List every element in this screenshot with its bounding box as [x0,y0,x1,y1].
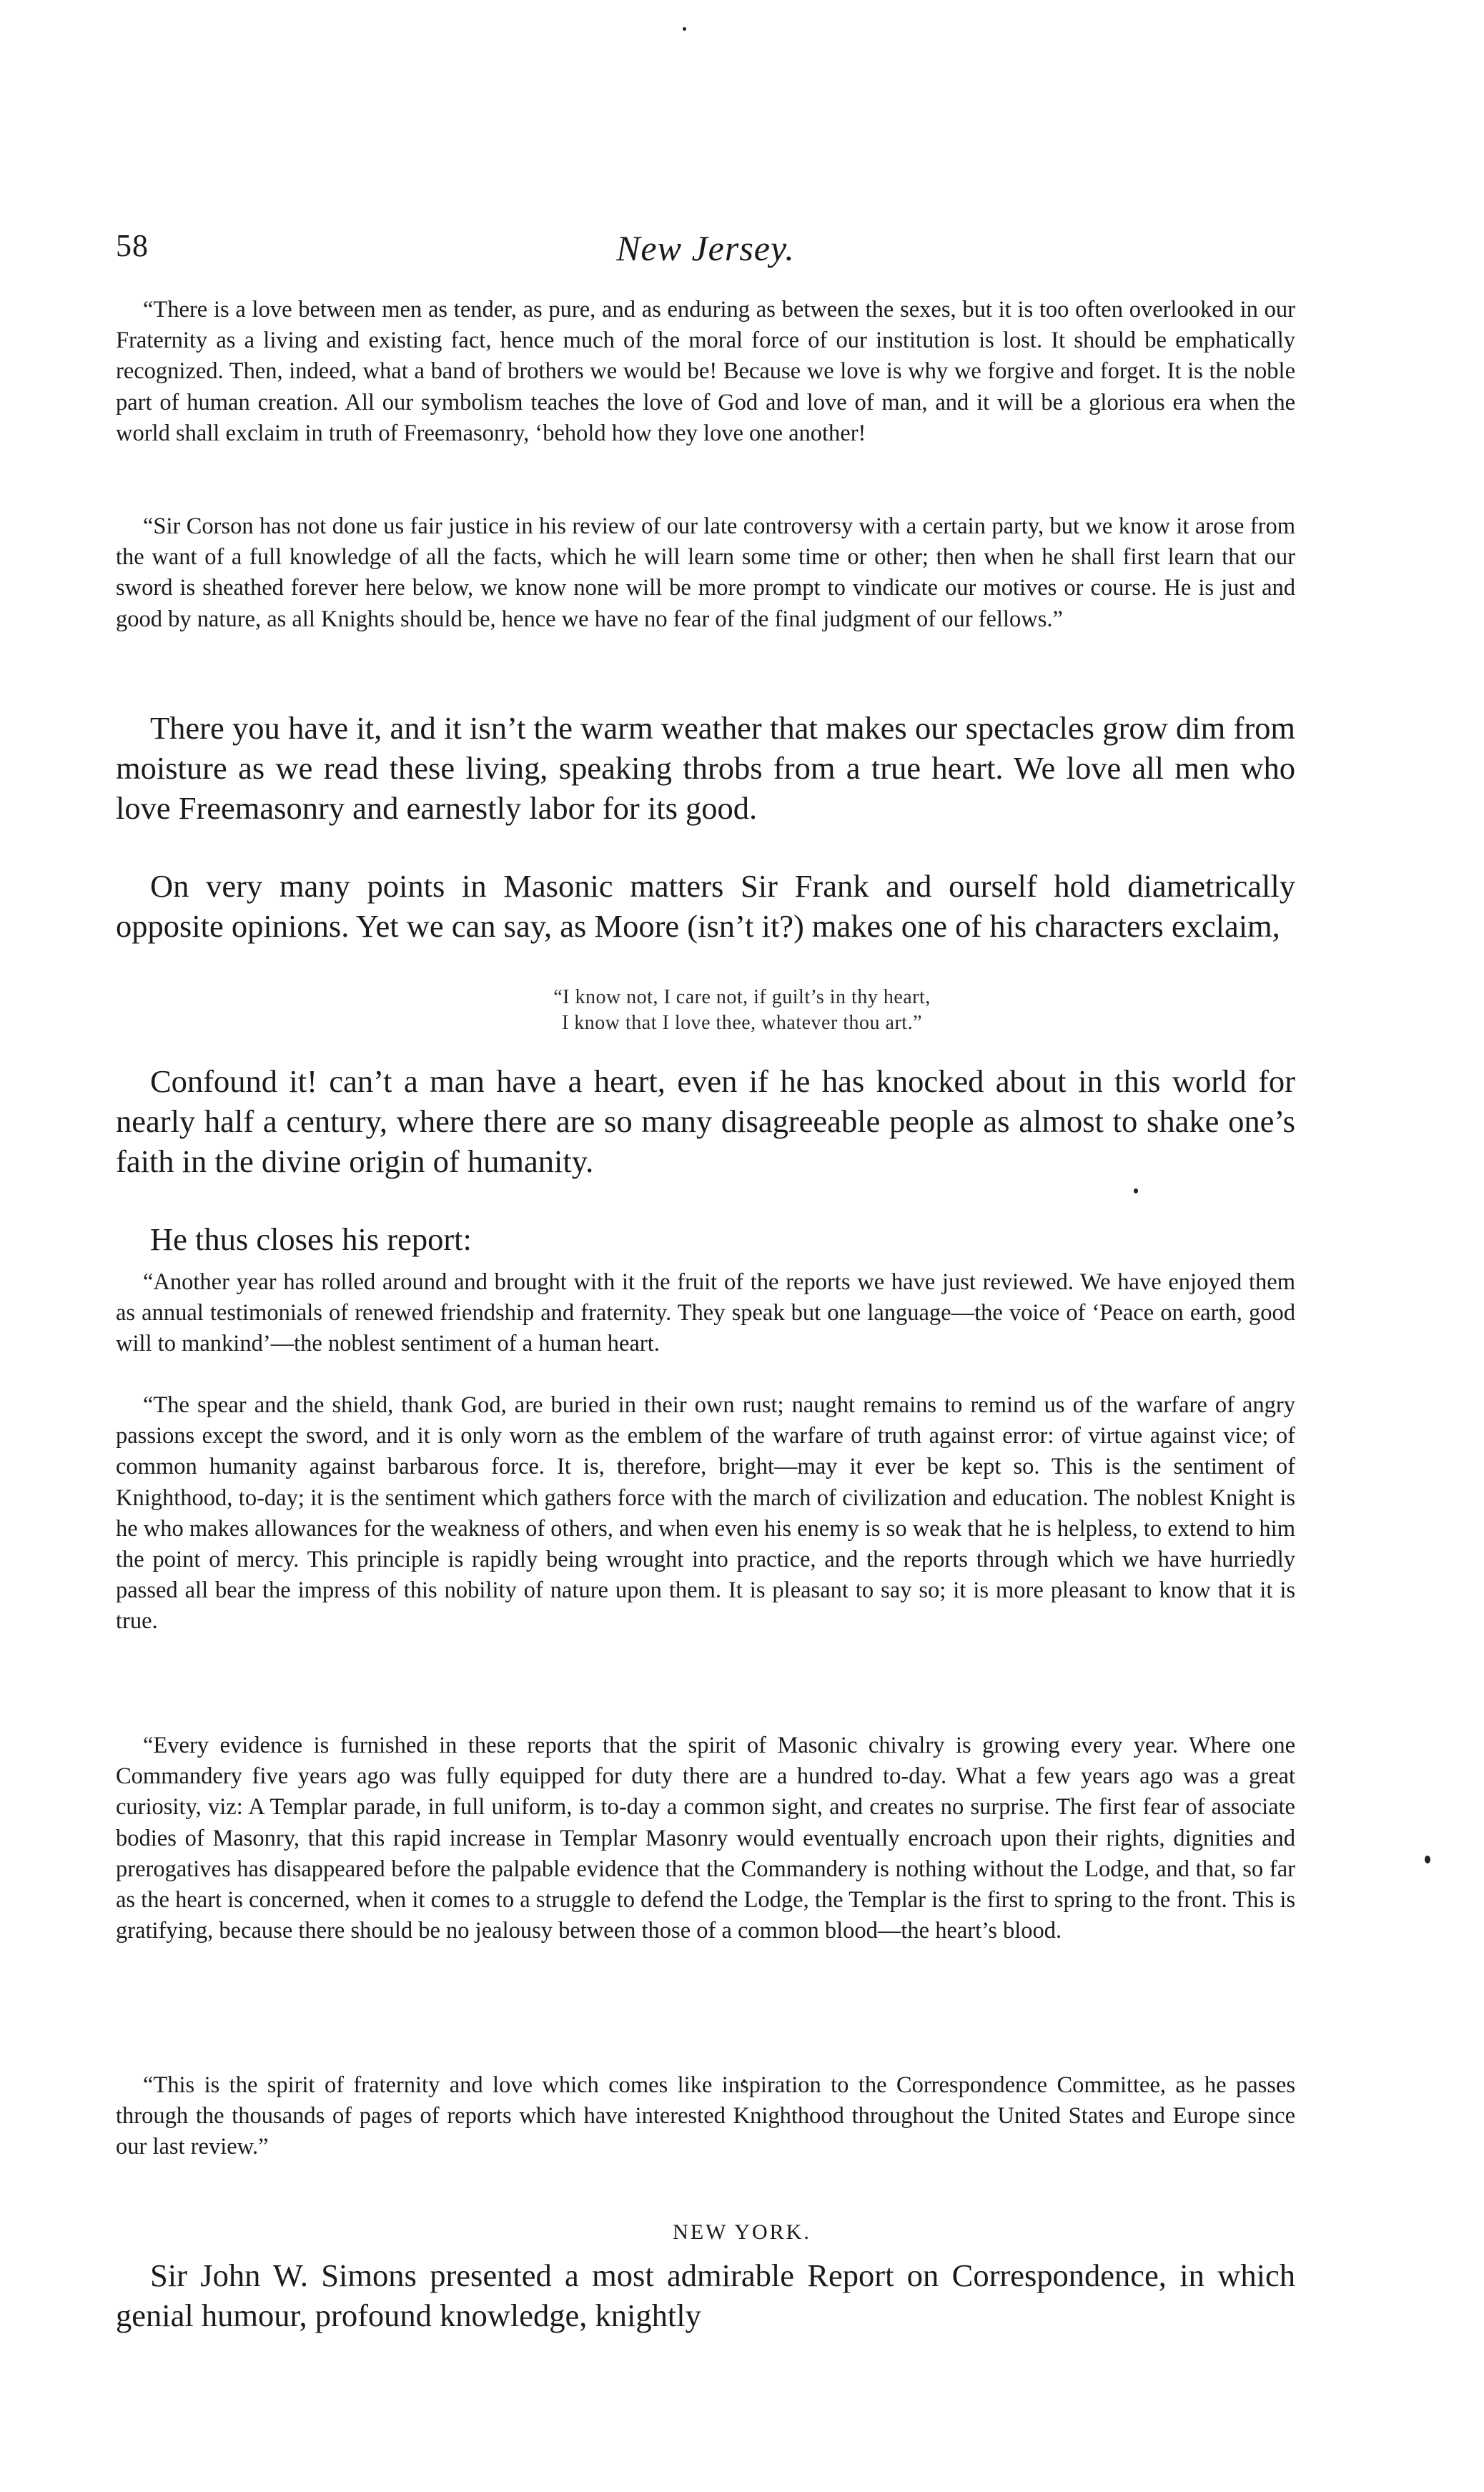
verse-line: “I know not, I care not, if guilt’s in thy heart, [553,986,931,1008]
running-title: New Jersey. [616,228,795,268]
quote-paragraph-spirit-of-fraternity: “This is the spirit of fraternity and love which comes like inspiration to the Correspondence Committee, as he passes through the thousands of pages of reports which have interested Knighthood throughout the United States and Europe since our last review.” [116,2072,1295,2160]
quote-paragraph-corson: “Sir Corson has not done us fair justice in his review of our late controversy with a certain party, but we know it arose from the want of a full knowledge of all the facts, which he will learn some time or other; then when he shall first learn that our sword is sheathed forever here below, we know none will be more prompt to vindicate our motives or course. He is just and good by nature, as all Knights should be, hence we have no fear of the final judgment of our fellows.” [116,513,1295,632]
print-speck [1425,1856,1430,1863]
body-paragraph-warm-weather: There you have it, and it isn’t the warm weather that makes our spectacles grow dim from moisture as we read these living, speaking throbs from a true heart. We love all men who love Freemasonry and earnestly labor for its good. [116,710,1295,826]
page-number: 58 [116,228,149,263]
body-paragraph-confound: Confound it! can’t a man have a heart, even if he has knocked about in this world for nearly half a century, where there are so many disagreeable people as almost to shake one’s faith in the divine origin of humanity. [116,1063,1295,1179]
body-paragraph-simons: Sir John W. Simons presented a most admirable Report on Correspondence, in which genial humour, profound knowledge, knightly [116,2257,1295,2333]
quote-paragraph-evidence: “Every evidence is furnished in these reports that the spirit of Masonic chivalry is growing every year. Where one Commandery five years ago was fully equipped for duty there are a hundred to-day. What a few years ago was a great curiosity, viz: A Templar parade, in full uniform, is to-day a common sight, and creates no surprise. The first fear of associate bodies of Masonry, that this rapid increase in Templar Masonry would eventually encroach upon their rights, dignities and prerogatives has disappeared before the palpable evidence that the Commandery is nothing without the Lodge, and that, so far as the heart is concerned, when it comes to a struggle to defend the Lodge, the Templar is the first to spring to the front. This is gratifying, because there should be no jealousy between those of a common blood—the heart’s blood. [116,1733,1295,1944]
quote-paragraph-another-year: “Another year has rolled around and brought with it the fruit of the reports we have just reviewed. We have enjoyed them as annual testimonials of renewed friendship and fraternity. They speak but one language—the voice of ‘Peace on earth, good will to mankind’—the noblest sentiment of a human heart. [116,1269,1295,1357]
verse-line: I know that I love thee, whatever thou art.” [561,1012,923,1034]
quote-paragraph-love: “There is a love between men as tender, as pure, and as enduring as between the sexes, but it is too often overlooked in our Fraternity as a living and existing fact, hence much of the moral force of our institution is lost. It should be emphatically recognized. Then, indeed, what a band of brothers we would be! Because we love is why we forgive and forget. It is the noble part of human creation. All our symbolism teaches the love of God and love of man, and it will be a glorious era when the world shall exclaim in truth of Freemasonry, ‘behold how they love one another! [116,297,1295,446]
body-paragraph-closing-intro: He thus closes his report: [150,1221,472,1257]
print-speck [683,27,686,31]
section-heading: NEW YORK. [673,2220,811,2244]
page-header [116,227,1295,270]
print-speck [1134,1188,1138,1193]
quote-paragraph-spear-shield: “The spear and the shield, thank God, are buried in their own rust; naught remains to remind us of the warfare of angry passions except the sword, and it is only worn as the emblem of the warfare of truth against error: of virtue against vice; of common humanity against barbarous force. It is, therefore, bright—may it ever be kept so. This is the sentiment of Knighthood, to-day; it is the sentiment which gathers force with the march of civilization and education. The noblest Knight is he who makes allowances for the weakness of others, and when even his enemy is so weak that he is helpless, to extend to him the point of mercy. This principle is rapidly being wrought into practice, and the reports through which we have hurriedly passed all bear the impress of this nobility of nature upon them. It is pleasant to say so; it is more pleasant to know that it is true. [116,1392,1295,1635]
body-paragraph-opinions: On very many points in Masonic matters Sir Frank and ourself hold diametrically opposite opinions. Yet we can say, as Moore (isn’t it?) makes one of his characters exclaim, [116,868,1295,944]
